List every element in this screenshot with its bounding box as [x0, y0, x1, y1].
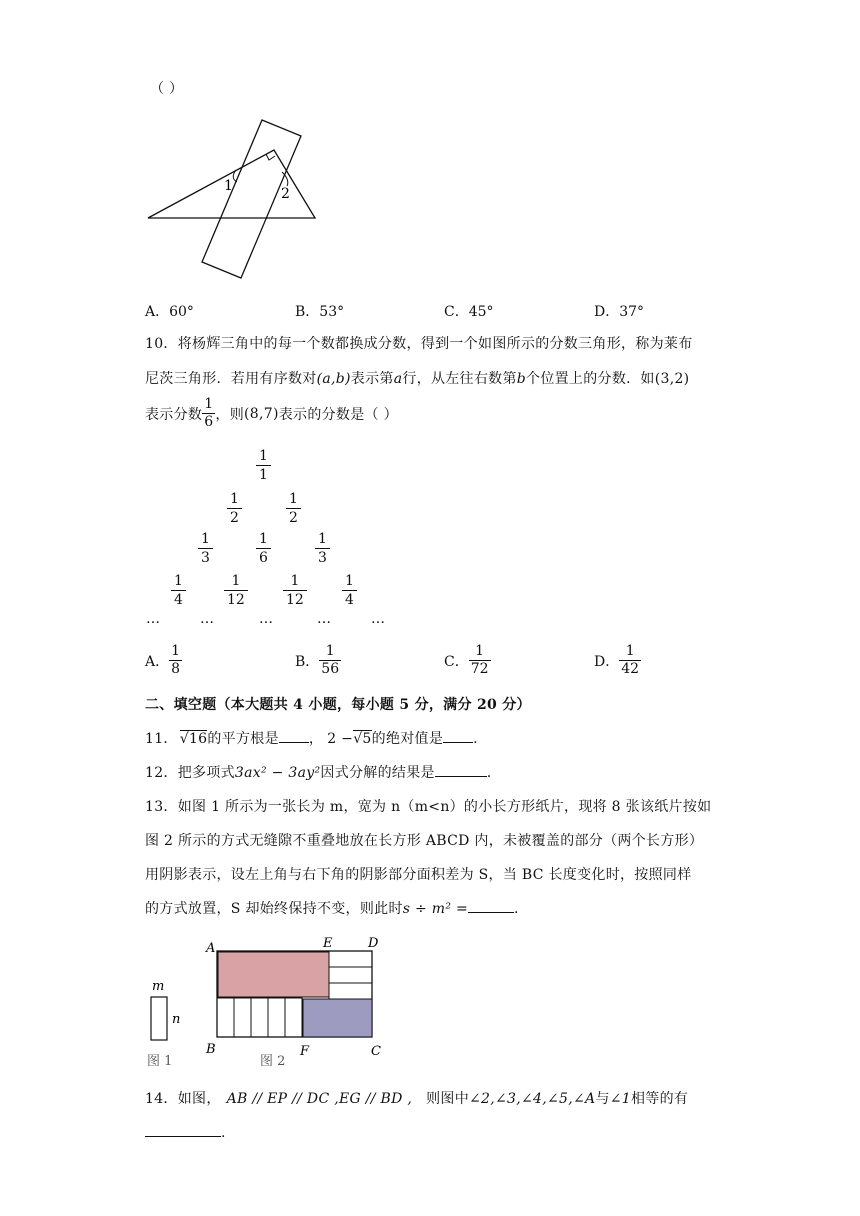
q13-line3: 用阴影表示，设左上角与右下角的阴影部分面积差为 S，当 BC 长度变化时，按照同样 [145, 867, 692, 883]
q11-blank-2 [443, 728, 473, 743]
q10-option-b: B． $\frac{1}{56}$ [295, 643, 340, 677]
tri-ellipsis-2: … [200, 611, 215, 627]
shade-top-left [218, 952, 329, 997]
q14-answer-line: . [145, 1122, 226, 1141]
svg-text:图 2: 图 2 [260, 1054, 286, 1069]
q12-blank [435, 762, 487, 777]
q11-line: 11． √16 的平方根是 ， 2 − √5 的绝对值是 . [145, 728, 478, 748]
q10-option-a: A． $\frac{1}{8}$ [145, 643, 181, 677]
svg-text:F: F [300, 1044, 310, 1059]
tri-r4-c3: $\frac{1}{12}$ [283, 572, 307, 609]
tri-r1-c1: $\frac{1}{1}$ [256, 447, 271, 484]
q9-option-a: A．60° [145, 304, 194, 320]
section-heading-fill-blank: 二、填空题（本大题共 4 小题，每小题 5 分，满分 20 分） [145, 697, 531, 713]
svg-text:图 1: 图 1 [147, 1054, 173, 1069]
q13-line1: 13．如图 1 所示为一张长为 m，宽为 n（m<n）的小长方形纸片，现将 8 张该纸片按如 [145, 799, 712, 815]
tri-ellipsis-1: … [146, 611, 161, 627]
svg-text:C: C [371, 1044, 381, 1059]
tri-r3-c2: $\frac{1}{6}$ [256, 530, 271, 567]
tri-r4-c4: $\frac{1}{4}$ [342, 572, 357, 609]
fig1-rect [151, 997, 167, 1040]
q10-example-fraction: $\frac{1}{6}$ [204, 396, 214, 430]
tri-ellipsis-4: … [317, 611, 332, 627]
q14-line: 14．如图， AB // EP // DC ,EG // BD , 则图中 ∠2,∠3,∠4,∠5,∠A 与 ∠1 相等的有 [145, 1091, 689, 1107]
q10-line1: 10．将杨辉三角中的每一个数都换成分数，得到一个如图所示的分数三角形，称为莱布 [145, 336, 693, 352]
q9-figure [140, 110, 330, 290]
tri-r3-c3: $\frac{1}{3}$ [315, 530, 330, 567]
q10-option-d: D． $\frac{1}{42}$ [594, 643, 640, 677]
tri-r4-c2: $\frac{1}{12}$ [224, 572, 248, 609]
q13-line4: 的方式放置，S 却始终保持不变，则此时 s ÷ m² = . [145, 898, 519, 918]
q13-blank [468, 898, 514, 913]
q10-option-c: C． $\frac{1}{72}$ [444, 643, 489, 677]
q10-line3: 表示分数 $\frac{1}{6}$ ，则 (8,7) 表示的分数是（ ） [145, 396, 398, 430]
tri-ellipsis-3: … [259, 611, 274, 627]
tri-r3-c1: $\frac{1}{3}$ [198, 530, 213, 567]
svg-text:A: A [206, 941, 216, 956]
svg-text:E: E [323, 936, 333, 951]
tri-r2-c1: $\frac{1}{2}$ [227, 490, 242, 527]
shade-bottom-right [303, 999, 372, 1037]
q11-sqrt16: √16 [179, 731, 208, 747]
q9-angle-label-1: 1 [224, 178, 233, 194]
tri-ellipsis-5: … [371, 611, 386, 627]
svg-text:m: m [152, 979, 165, 994]
q9-option-c: C．45° [444, 304, 494, 320]
q9-angle-label-2: 2 [281, 186, 290, 202]
q14-blank [145, 1122, 221, 1137]
q11-sqrt5: √5 [353, 731, 372, 747]
q9-option-d: D．37° [594, 304, 645, 320]
svg-text:B: B [206, 1042, 216, 1057]
q13-line2: 图 2 所示的方式无缝隙不重叠地放在长方形 ABCD 内，未被覆盖的部分（两个长方形） [145, 833, 704, 849]
tri-r2-c2: $\frac{1}{2}$ [286, 490, 301, 527]
q11-blank-1 [279, 728, 309, 743]
q9-answer-paren: （ ） [150, 81, 184, 97]
q9-option-b: B．53° [295, 304, 345, 320]
q12-line: 12．把多项式 3ax² − 3ay² 因式分解的结果是 . [145, 762, 492, 782]
q10-line2: 尼茨三角形．若用有序数对(a,b)表示第a行，从左往右数第b个位置上的分数．如(3,2) [145, 371, 690, 387]
svg-text:n: n [172, 1012, 181, 1027]
tri-r4-c1: $\frac{1}{4}$ [171, 572, 186, 609]
q13-figure [145, 935, 395, 1070]
svg-text:D: D [368, 936, 379, 951]
